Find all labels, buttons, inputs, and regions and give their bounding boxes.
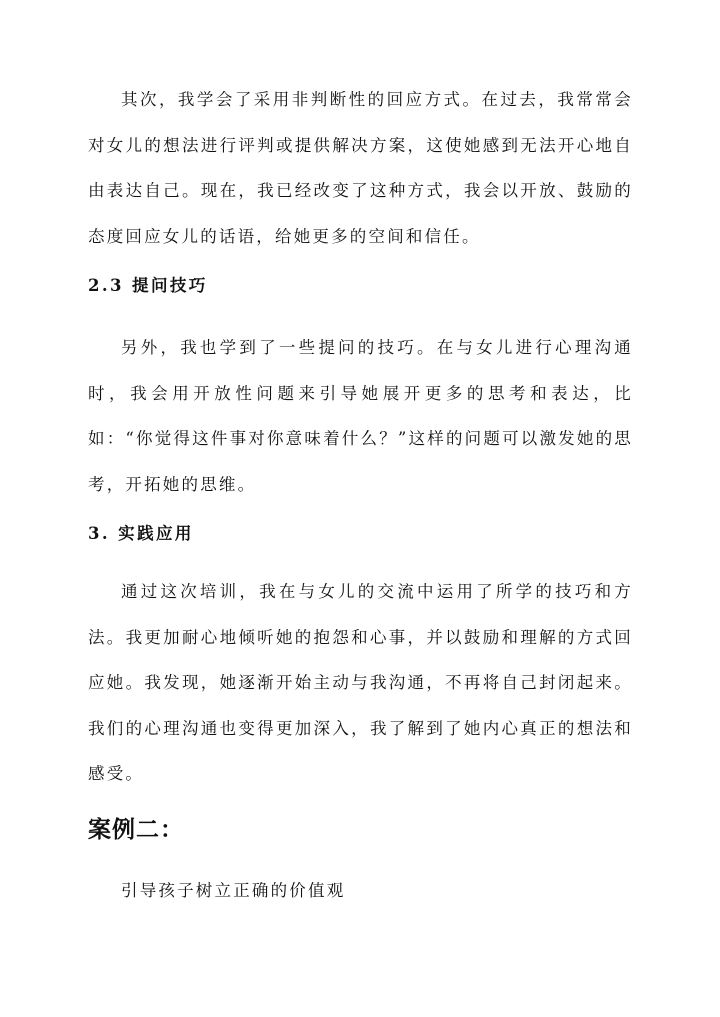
case-two-subtitle: 引导孩子树立正确的价值观: [121, 881, 346, 900]
paragraph-non-judgmental-response: 其次，我学会了采用非判断性的回应方式。在过去，我常常会对女儿的想法进行评判或提供解决方案，这使她感到无法开心地自由表达自己。现在，我已经改变了这种方式，我会以开放、鼓励的态度回应女儿的话语，给她更多的空间和信任。: [88, 90, 633, 246]
paragraph-questioning-skills: 另外，我也学到了一些提问的技巧。在与女儿进行心理沟通时，我会用开放性问题来引导她展开更多的思考和表达，比如：“你觉得这件事对你意味着什么？”这样的问题可以激发她的思考，开拓她的思维。: [88, 338, 633, 494]
section-heading-practice: 3. 实践应用: [88, 524, 194, 543]
case-two-title: 案例二：: [88, 816, 184, 843]
paragraph-practice: 通过这次培训，我在与女儿的交流中运用了所学的技巧和方法。我更加耐心地倾听她的抱怨和心事，并以鼓励和理解的方式回应她。我发现，她逐渐开始主动与我沟通，不再将自己封闭起来。我们的心理沟通也变得更加深入，我了解到了她内心真正的想法和感受。: [88, 582, 633, 783]
section-heading-questioning-skills: 2.3 提问技巧: [88, 276, 208, 295]
